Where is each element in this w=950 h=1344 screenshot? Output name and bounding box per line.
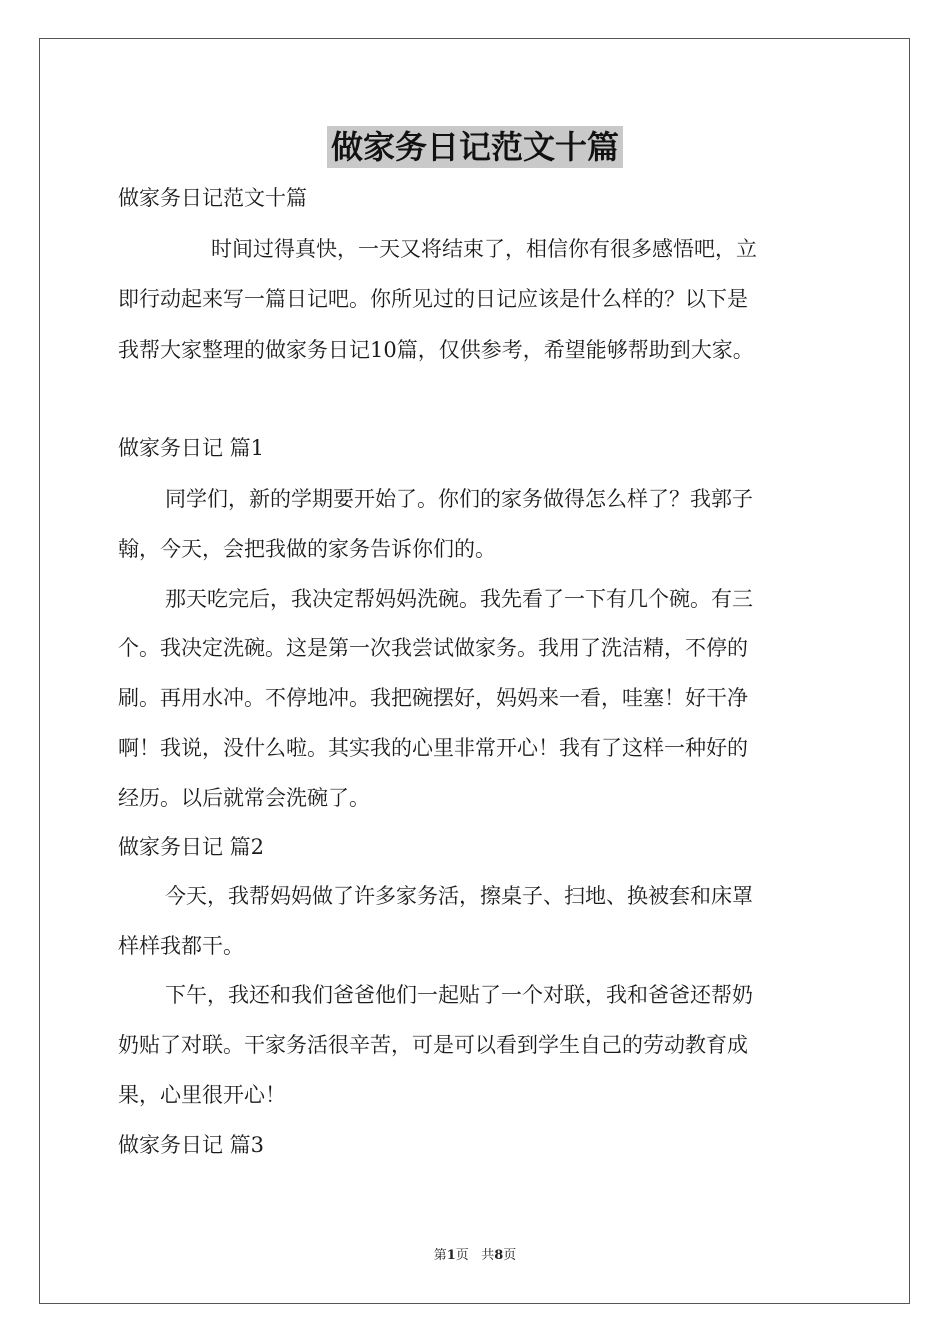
- paragraph-line: 翰，今天，会把我做的家务告诉你们的。: [118, 537, 496, 561]
- paragraph-line: 今天，我帮妈妈做了许多家务活，擦桌子、扫地、换被套和床罩: [165, 884, 753, 908]
- page-label-suffix: 页: [455, 1248, 469, 1263]
- paragraph-line: 下午，我还和我们爸爸他们一起贴了一个对联，我和爸爸还帮奶: [165, 983, 753, 1007]
- section-heading: 做家务日记 篇2: [118, 835, 265, 859]
- page-footer: [0, 1247, 950, 1265]
- paragraph-line: 奶贴了对联。干家务活很辛苦，可是可以看到学生自己的劳动教育成: [118, 1033, 748, 1057]
- section-heading: 做家务日记 篇3: [118, 1133, 265, 1157]
- paragraph-line: 样样我都干。: [118, 934, 244, 958]
- title-container: [0, 126, 950, 168]
- subtitle: 做家务日记范文十篇: [118, 186, 307, 210]
- section-heading: 做家务日记 篇1: [118, 436, 265, 460]
- page-border: [39, 38, 910, 1304]
- paragraph-line: 啊！我说，没什么啦。其实我的心里非常开心！我有了这样一种好的: [118, 736, 748, 760]
- paragraph-line: 同学们，新的学期要开始了。你们的家务做得怎么样了？我郭子: [165, 487, 753, 511]
- paragraph-line: 经历。以后就常会洗碗了。: [118, 786, 370, 810]
- total-label-prefix: 共: [481, 1248, 495, 1263]
- paragraph-line: 那天吃完后，我决定帮妈妈洗碗。我先看了一下有几个碗。有三: [165, 587, 753, 611]
- intro-line: 我帮大家整理的做家务日记10篇，仅供参考，希望能够帮助到大家。: [118, 338, 754, 362]
- paragraph-line: 个。我决定洗碗。这是第一次我尝试做家务。我用了洗洁精，不停的: [118, 636, 748, 660]
- document-title: 做家务日记范文十篇: [327, 126, 623, 168]
- page-label-prefix: 第: [433, 1248, 447, 1263]
- total-pages: 8: [494, 1248, 504, 1263]
- total-label-suffix: 页: [503, 1248, 517, 1263]
- paragraph-line: 刷。再用水冲。不停地冲。我把碗摆好，妈妈来一看，哇塞！好干净: [118, 686, 748, 710]
- intro-line: 时间过得真快，一天又将结束了，相信你有很多感悟吧，立: [211, 237, 757, 261]
- intro-line: 即行动起来写一篇日记吧。你所见过的日记应该是什么样的？以下是: [118, 287, 748, 311]
- page-number: 1: [446, 1248, 456, 1263]
- paragraph-line: 果，心里很开心！: [118, 1083, 286, 1107]
